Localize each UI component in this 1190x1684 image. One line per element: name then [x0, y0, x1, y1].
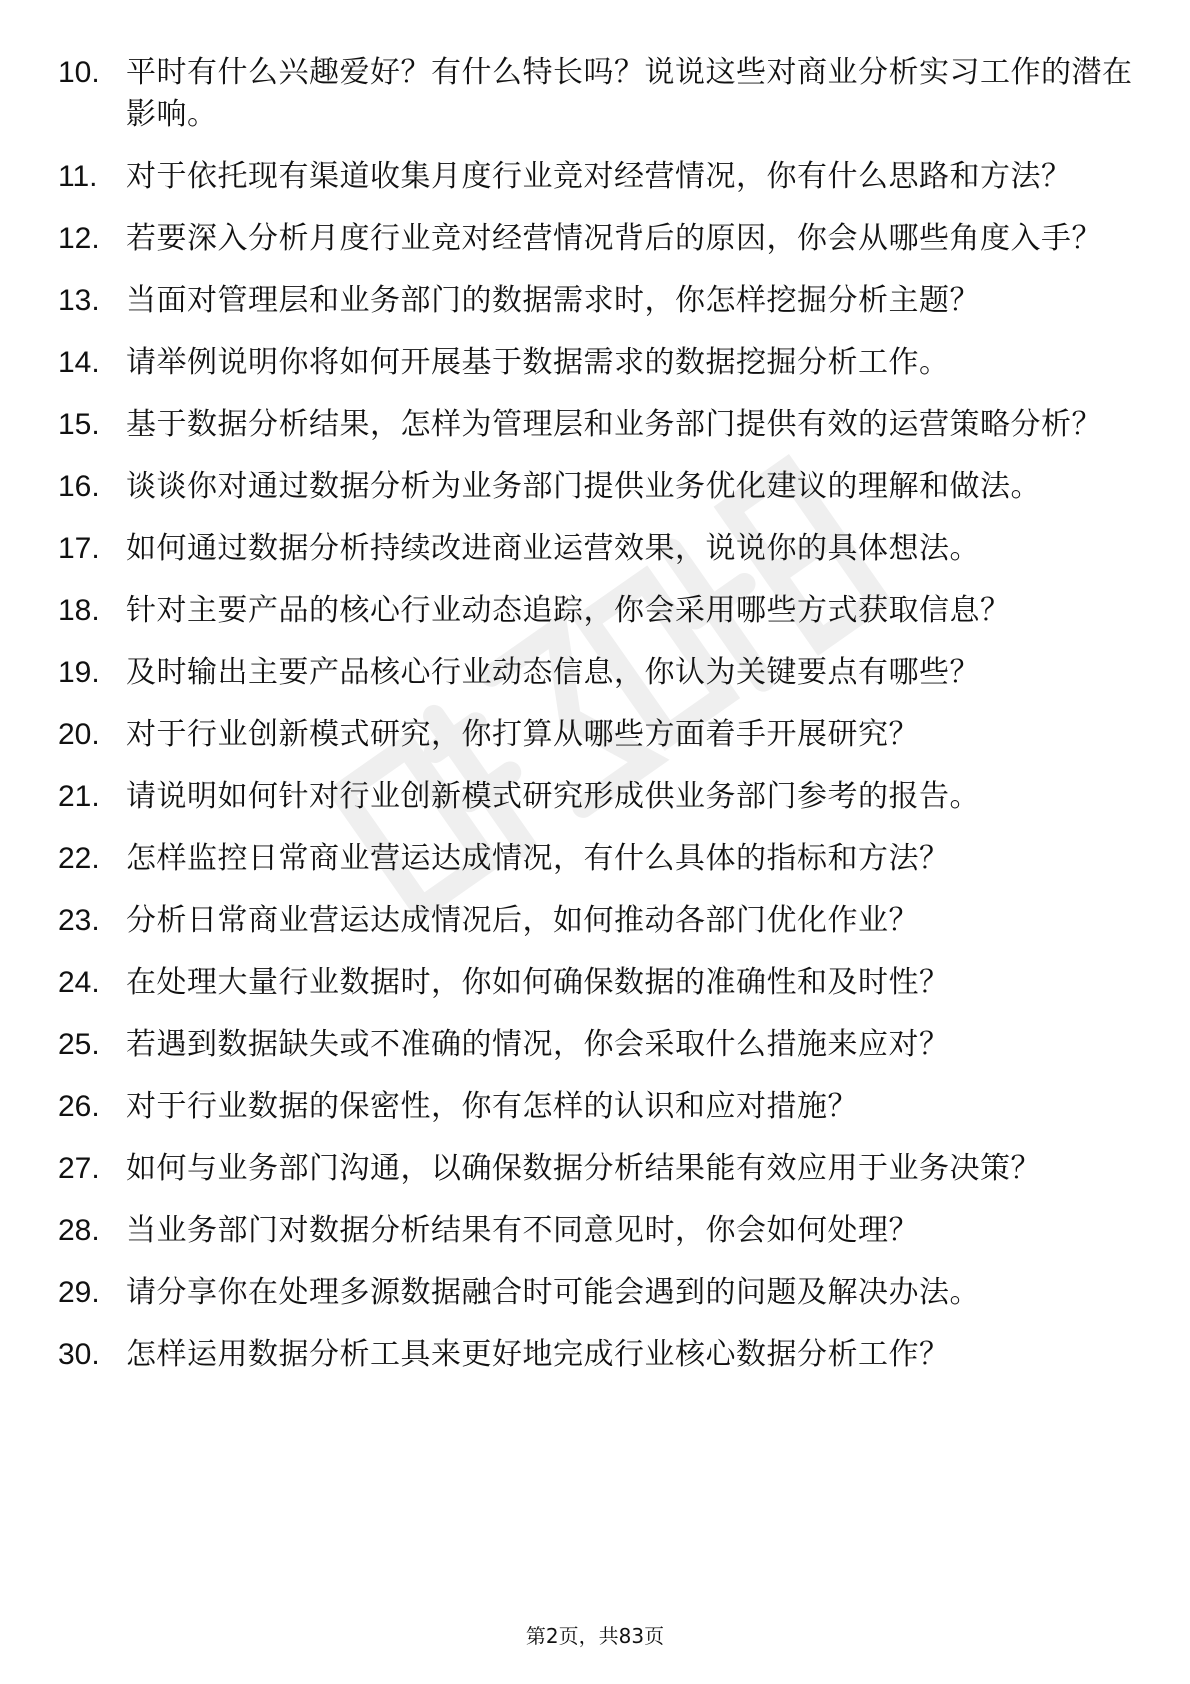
question-item	[58, 218, 1138, 260]
question-item	[58, 342, 1138, 384]
question-text: 若遇到数据缺失或不准确的情况，你会采取什么措施来应对？	[126, 1027, 950, 1062]
question-text: 请举例说明你将如何开展基于数据需求的数据挖掘分析工作。	[126, 345, 950, 380]
question-item	[58, 714, 1138, 756]
question-item	[58, 466, 1138, 508]
question-item	[58, 1148, 1138, 1190]
question-item	[58, 52, 1138, 136]
question-text: 请分享你在处理多源数据融合时可能会遇到的问题及解决办法。	[126, 1275, 980, 1310]
question-item	[58, 900, 1138, 942]
question-text: 如何与业务部门沟通，以确保数据分析结果能有效应用于业务决策？	[126, 1151, 1041, 1186]
question-number: 16.	[58, 470, 100, 503]
question-list	[58, 52, 1138, 1396]
question-number: 22.	[58, 842, 100, 875]
question-text: 对于依托现有渠道收集月度行业竞对经营情况，你有什么思路和方法？	[126, 159, 1072, 194]
question-text: 分析日常商业营运达成情况后，如何推动各部门优化作业？	[126, 903, 919, 938]
question-text: 如何通过数据分析持续改进商业运营效果，说说你的具体想法。	[126, 531, 980, 566]
question-text: 怎样监控日常商业营运达成情况，有什么具体的指标和方法？	[126, 841, 950, 876]
question-text: 怎样运用数据分析工具来更好地完成行业核心数据分析工作？	[126, 1337, 950, 1372]
question-item	[58, 156, 1138, 198]
question-item	[58, 280, 1138, 322]
question-number: 15.	[58, 408, 100, 441]
question-text: 当面对管理层和业务部门的数据需求时，你怎样挖掘分析主题？	[126, 283, 980, 318]
question-item	[58, 962, 1138, 1004]
question-item	[58, 1334, 1138, 1376]
question-number: 13.	[58, 284, 100, 317]
question-text: 若要深入分析月度行业竞对经营情况背后的原因，你会从哪些角度入手？	[126, 221, 1102, 256]
question-text: 基于数据分析结果，怎样为管理层和业务部门提供有效的运营策略分析？	[126, 407, 1102, 442]
question-item	[58, 776, 1138, 818]
question-text: 平时有什么兴趣爱好？有什么特长吗？说说这些对商业分析实习工作的潜在影响。	[126, 55, 1133, 132]
question-number: 20.	[58, 718, 100, 751]
question-item	[58, 590, 1138, 632]
question-text: 针对主要产品的核心行业动态追踪，你会采用哪些方式获取信息？	[126, 593, 1011, 628]
question-item	[58, 404, 1138, 446]
question-number: 12.	[58, 222, 100, 255]
question-number: 27.	[58, 1152, 100, 1185]
question-number: 26.	[58, 1090, 100, 1123]
question-item	[58, 838, 1138, 880]
question-number: 14.	[58, 346, 100, 379]
question-number: 21.	[58, 780, 100, 813]
question-item	[58, 652, 1138, 694]
question-number: 10.	[58, 56, 100, 89]
question-number: 17.	[58, 532, 100, 565]
question-text: 谈谈你对通过数据分析为业务部门提供业务优化建议的理解和做法。	[126, 469, 1041, 504]
question-item	[58, 1024, 1138, 1066]
question-item	[58, 528, 1138, 570]
question-number: 24.	[58, 966, 100, 999]
question-number: 11.	[58, 160, 98, 193]
question-number: 30.	[58, 1338, 100, 1371]
question-text: 及时输出主要产品核心行业动态信息，你认为关键要点有哪些？	[126, 655, 980, 690]
question-number: 25.	[58, 1028, 100, 1061]
question-item	[58, 1272, 1138, 1314]
question-number: 23.	[58, 904, 100, 937]
question-item	[58, 1210, 1138, 1252]
question-number: 29.	[58, 1276, 100, 1309]
question-item	[58, 1086, 1138, 1128]
question-number: 28.	[58, 1214, 100, 1247]
question-text: 对于行业数据的保密性，你有怎样的认识和应对措施？	[126, 1089, 858, 1124]
question-text: 在处理大量行业数据时，你如何确保数据的准确性和及时性？	[126, 965, 950, 1000]
question-text: 对于行业创新模式研究，你打算从哪些方面着手开展研究？	[126, 717, 919, 752]
question-number: 18.	[58, 594, 100, 627]
question-text: 当业务部门对数据分析结果有不同意见时，你会如何处理？	[126, 1213, 919, 1248]
page-number-footer: 第2页，共83页	[525, 1624, 665, 1648]
question-text: 请说明如何针对行业创新模式研究形成供业务部门参考的报告。	[126, 779, 980, 814]
question-number: 19.	[58, 656, 100, 689]
